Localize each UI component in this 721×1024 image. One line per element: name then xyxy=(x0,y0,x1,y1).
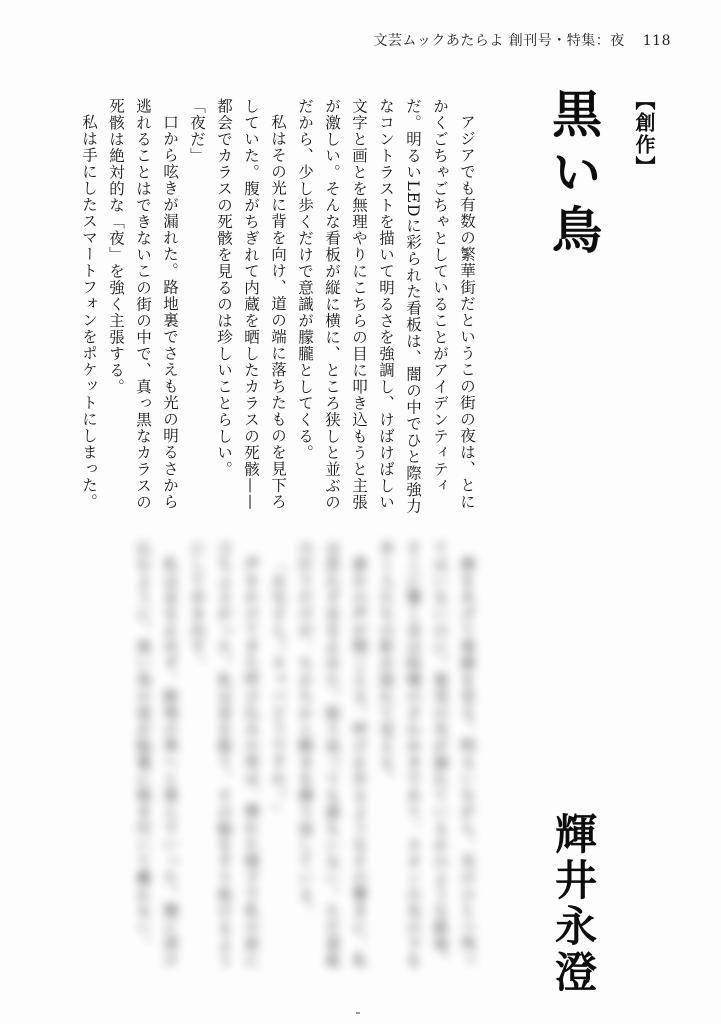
category-label: 【創作】 xyxy=(632,90,656,178)
dialog-line: 「夜だ」 xyxy=(188,98,206,164)
page-number: 118 xyxy=(642,33,671,49)
page-mark xyxy=(356,1012,360,1014)
blurred-body-text: 顔をあげて視線を見る。明るいながら、光のひとつ残ってはいないのに。電気の光が漏れているかのような路地。そこに響く音は喧噪のざわめきであり、ネオンの光の下を歩く人たちの影が揺れて見える。 誰かの声が聞こえる。呼び止めるようなその響きに、私は思わず足を止めた。振り返っても誰もいない。ただ看板の灯りだけが、ちかちかと瞬きを繰り返している。 「お兄さん！キャバどうですか！」 声をかけてきた呼び込みの男は、慣れた様子で私の前に立ちふさがった。私は首を振り、その脇をすり抜けるようにして歩き出す。 私は足を止めず、路地の奥へと進んでいった。闇に溶け込むように、黒い鳥の姿が脳裏に焼き付いて離れない。 xyxy=(134,540,476,969)
work-title: 黒い鳥 xyxy=(544,88,603,262)
author-name: 輝井永澄 xyxy=(549,812,598,996)
running-header xyxy=(373,30,671,50)
body-text xyxy=(80,98,480,518)
paragraph: 口から呟きが漏れた。路地裏でさえも光の明るさから逃れることはできないこの街の中で、真っ黒なカラスの死骸は絶対的な「夜」を強く主張する。 xyxy=(107,98,179,511)
paragraph: アジアでも有数の繁華街だというこの街の夜は、とにかくごちゃごちゃとしていることがアイデンティティだ。明るいLEDに彩られた看板は、闇の中でひと際強力なコントラストを描いて明るさを強調し、けばけばしい文字と画とを無理やりにこちらの目に叩き込もうと主張が激しい。そんな看板が縦に横に、ところ狭しと並ぶのだから、少し歩くだけで意識が朦朧としてくる。 xyxy=(296,98,476,515)
paragraph: 私はその光に背を向け、道の端に落ちたものを見下ろしていた。腹がちぎれて内蔵を晒したカラスの死骸——都会でカラスの死骸を見るのは珍しいことらしい。 xyxy=(215,98,287,511)
magazine-title: 文芸ムックあたらよ 創刊号・特集：夜 xyxy=(373,33,625,49)
paragraph: 私は手にしたスマートフォンをポケットにしまった。 xyxy=(80,113,98,510)
